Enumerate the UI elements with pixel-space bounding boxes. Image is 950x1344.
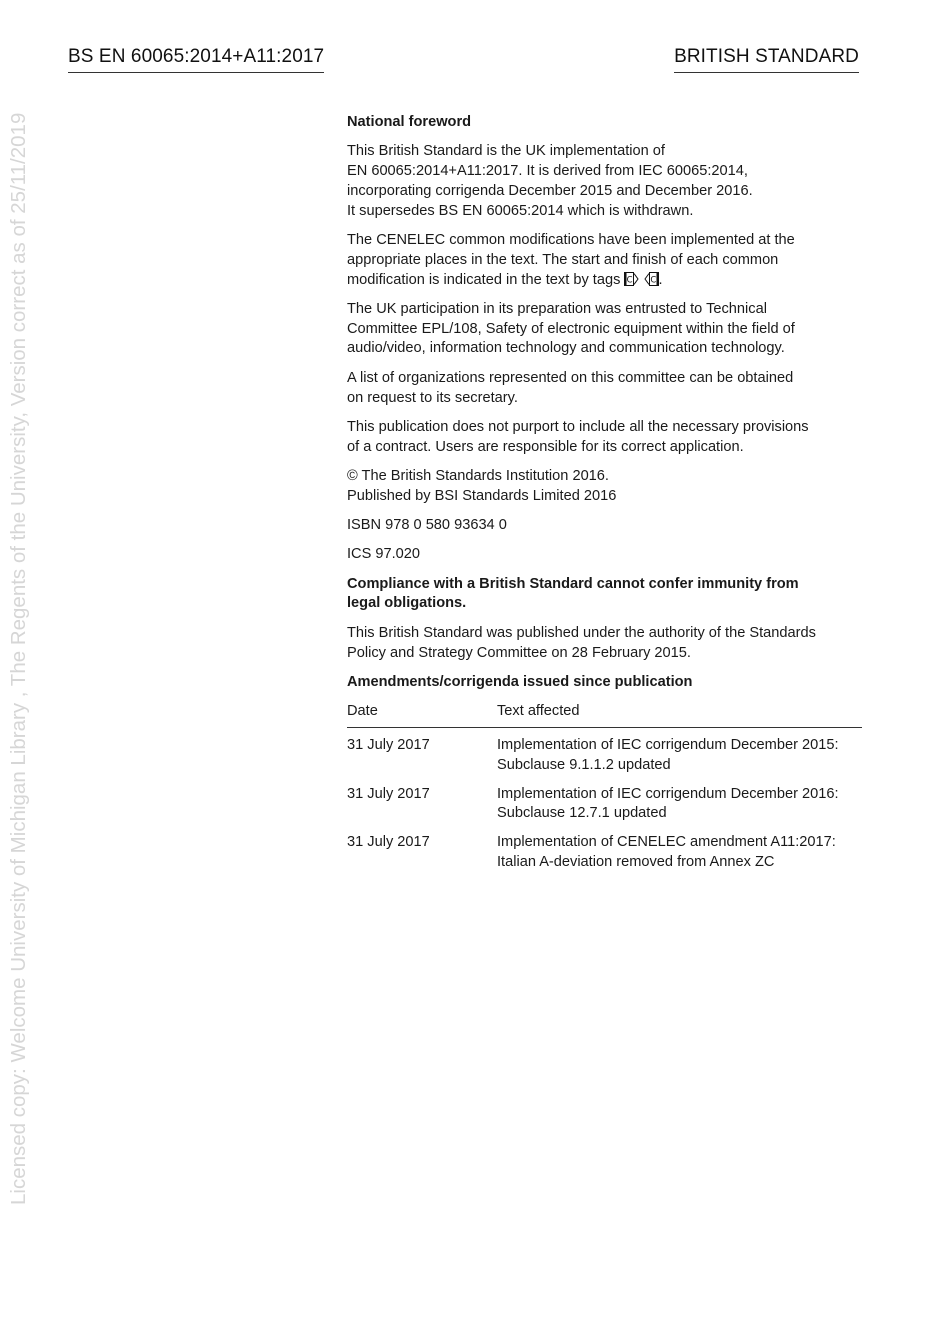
amendment-text: [497, 833, 862, 873]
text-line: legal obligations.: [347, 595, 467, 612]
common-modification-start-tag-icon: [624, 272, 639, 286]
text-line: Published by BSI Standards Limited 2016: [347, 487, 617, 504]
text-line: Compliance with a British Standard cannot confer immunity from: [347, 575, 799, 592]
foreword-paragraph-provisions: [347, 418, 862, 458]
authority-statement: [347, 624, 862, 664]
text-line: audio/video, information technology and communication technology.: [347, 340, 785, 357]
text-line: Implementation of IEC corrigendum December 2015:: [497, 736, 839, 753]
text-line: © The British Standards Institution 2016.: [347, 467, 609, 484]
ics-code: ICS 97.020: [347, 546, 421, 563]
table-row: [347, 736, 862, 776]
text-line: Subclause 12.7.1 updated: [497, 805, 667, 822]
text-line: .: [658, 271, 663, 288]
header-standard-number: BS EN 60065:2014+A11:2017: [68, 46, 324, 73]
amendment-text: [497, 736, 862, 776]
national-foreword: [347, 113, 862, 882]
amendments-table: [347, 702, 862, 873]
table-row: [347, 785, 862, 825]
text-line: EN 60065:2014+A11:2017. It is derived from IEC 60065:2014,: [347, 163, 748, 180]
text-line: A list of organizations represented on this committee can be obtained: [347, 369, 794, 386]
amendment-date: 31 July 2017: [347, 736, 430, 753]
column-header-text-affected: Text affected: [497, 703, 580, 720]
amendments-title: Amendments/corrigenda issued since publication: [347, 673, 693, 690]
foreword-paragraph-modifications: [347, 231, 862, 290]
amendment-date: 31 July 2017: [347, 785, 430, 802]
foreword-paragraph-implementation: [347, 142, 862, 221]
common-modification-end-tag-icon: [644, 272, 659, 286]
text-line: incorporating corrigenda December 2015 and December 2016.: [347, 182, 753, 199]
amendment-text: [497, 785, 862, 825]
copyright-notice: [347, 467, 862, 507]
text-line: This publication does not purport to include all the necessary provisions: [347, 418, 809, 435]
text-line: on request to its secretary.: [347, 389, 518, 406]
text-line: Policy and Strategy Committee on 28 February 2015.: [347, 644, 691, 661]
svg-text:C: C: [649, 275, 656, 286]
text-line: It supersedes BS EN 60065:2014 which is withdrawn.: [347, 202, 694, 219]
table-header-row: [347, 702, 862, 728]
column-header-date: Date: [347, 703, 378, 720]
license-watermark: Licensed copy: Welcome University of Michigan Library , The Regents of the University, Version correct as of 25/11/2019: [7, 112, 30, 1205]
text-line: Implementation of IEC corrigendum December 2016:: [497, 785, 839, 802]
text-line: This British Standard was published under the authority of the Standards: [347, 624, 816, 641]
compliance-statement: [347, 575, 862, 615]
text-line: Committee EPL/108, Safety of electronic equipment within the field of: [347, 320, 795, 337]
text-line: modification is indicated in the text by tags: [347, 271, 621, 288]
foreword-title: National foreword: [347, 114, 472, 130]
text-line: The CENELEC common modifications have been implemented at the: [347, 231, 795, 248]
text-line: of a contract. Users are responsible for its correct application.: [347, 438, 744, 455]
text-line: appropriate places in the text. The start and finish of each common: [347, 251, 779, 268]
foreword-paragraph-organizations: [347, 369, 862, 409]
text-line: Implementation of CENELEC amendment A11:2017:: [497, 834, 836, 851]
svg-text:C: C: [627, 275, 634, 286]
header-british-standard: BRITISH STANDARD: [674, 46, 859, 73]
text-line: Italian A-deviation removed from Annex ZC: [497, 853, 775, 870]
text-line: Subclause 9.1.1.2 updated: [497, 756, 671, 773]
foreword-paragraph-committee: [347, 300, 862, 359]
text-line: The UK participation in its preparation was entrusted to Technical: [347, 300, 767, 317]
amendment-date: 31 July 2017: [347, 834, 430, 851]
isbn: ISBN 978 0 580 93634 0: [347, 517, 507, 534]
table-row: [347, 833, 862, 873]
text-line: This British Standard is the UK implementation of: [347, 143, 665, 160]
